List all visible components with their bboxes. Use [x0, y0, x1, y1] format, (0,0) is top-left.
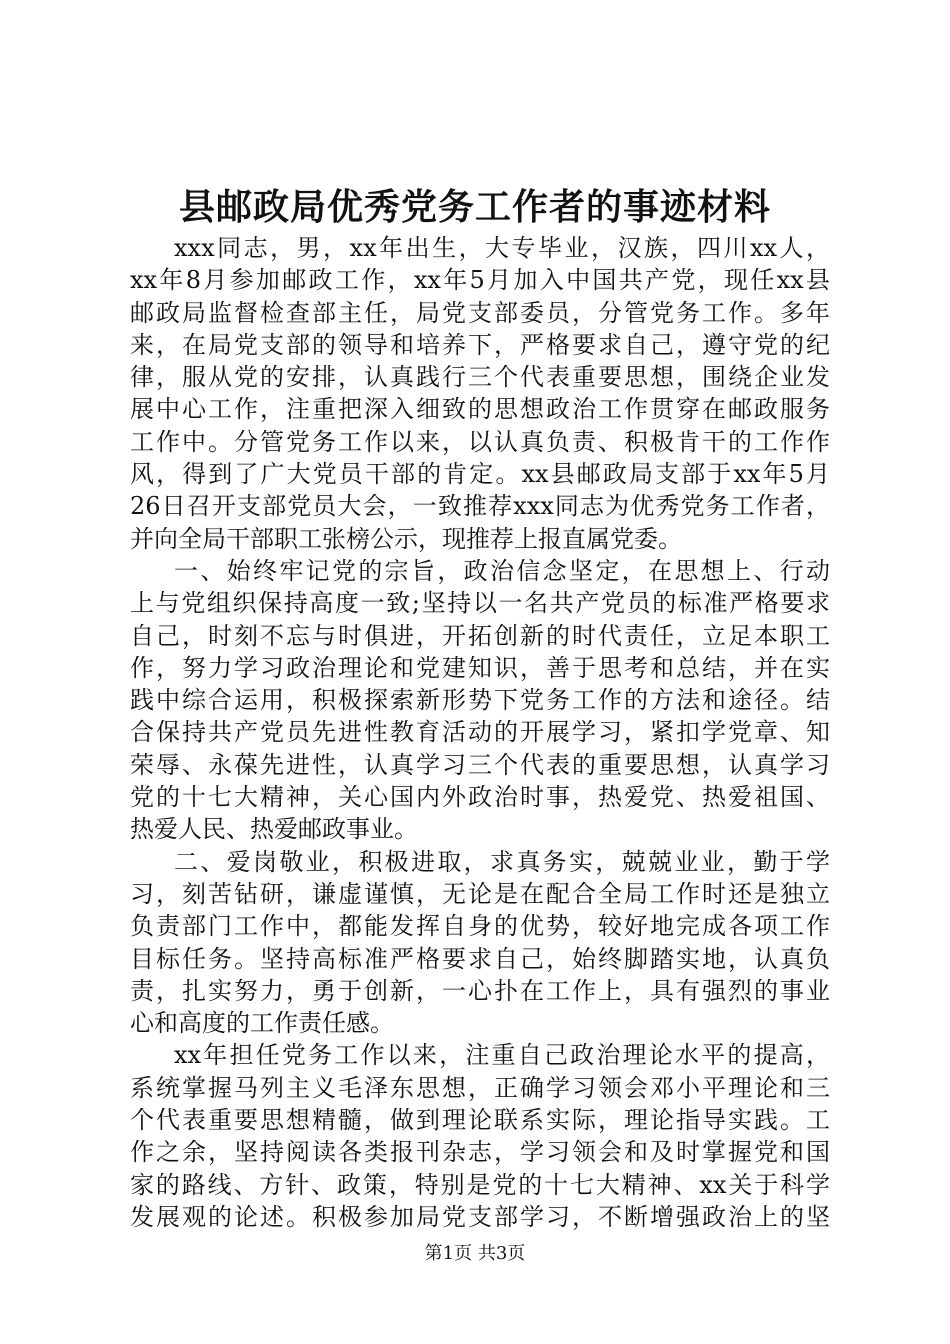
text-line: 系统掌握马列主义毛泽东思想，正确学习领会邓小平理论和三 [130, 1073, 830, 1102]
text-line: 工作中。分管党务工作以来，以认真负责、积极肯干的工作作 [130, 427, 830, 456]
text-line: 个代表重要思想精髓，做到理论联系实际，理论指导实践。工 [130, 1106, 830, 1135]
text-line: 作，努力学习政治理论和党建知识，善于思考和总结，并在实 [130, 653, 830, 682]
text-line: 作之余，坚持阅读各类报刊杂志，学习领会和及时掌握党和国 [130, 1138, 830, 1167]
document-body [130, 232, 830, 1233]
text-line: 26日召开支部党员大会，一致推荐xxx同志为优秀党务工作者， [130, 492, 830, 521]
text-line: 发展观的论述。积极参加局党支部学习，不断增强政治上的坚 [130, 1202, 830, 1231]
text-line: 荣辱、永葆先进性，认真学习三个代表的重要思想，认真学习 [130, 750, 830, 779]
text-line: 来，在局党支部的领导和培养下，严格要求自己，遵守党的纪 [130, 330, 830, 359]
text-line: 律，服从党的安排，认真践行三个代表重要思想，围绕企业发 [130, 363, 830, 392]
page-number: 第1页 共3页 [424, 1243, 526, 1264]
text-line: 责，扎实努力，勇于创新，一心扑在工作上，具有强烈的事业 [130, 976, 830, 1005]
text-line: 家的路线、方针、政策，特别是党的十七大精神、xx关于科学 [130, 1170, 830, 1199]
text-line: 目标任务。坚持高标准严格要求自己，始终脚踏实地，认真负 [130, 944, 830, 973]
text-line: 负责部门工作中，都能发挥自身的优势，较好地完成各项工作 [130, 912, 830, 941]
text-line: 自己，时刻不忘与时俱进，开拓创新的时代责任，立足本职工 [130, 621, 830, 650]
text-line: 邮政局监督检查部主任，局党支部委员，分管党务工作。多年 [130, 298, 830, 327]
text-line: xxx同志，男，xx年出生，大专毕业，汉族，四川xx人， [174, 234, 830, 262]
text-line: 习，刻苦钻研，谦虚谨慎，无论是在配合全局工作时还是独立 [130, 879, 830, 908]
text-line: 党的十七大精神，关心国内外政治时事，热爱党、热爱祖国、 [130, 783, 830, 812]
text-line: 并向全局干部职工张榜公示，现推荐上报直属党委。 [130, 524, 682, 553]
text-line: 一、始终牢记党的宗旨，政治信念坚定，在思想上、行动 [174, 556, 830, 585]
text-line: xx年担任党务工作以来，注重自己政治理论水平的提高， [174, 1041, 830, 1070]
text-line: 心和高度的工作责任感。 [130, 1009, 394, 1038]
text-line: 二、爱岗敬业，积极进取，求真务实，兢兢业业，勤于学 [174, 847, 830, 876]
text-line: 践中综合运用，积极探索新形势下党务工作的方法和途径。结 [130, 686, 830, 715]
text-line: 合保持共产党员先进性教育活动的开展学习，紧扣学党章、知 [130, 718, 830, 747]
text-line: 上与党组织保持高度一致;坚持以一名共产党员的标准严格要求 [130, 589, 830, 618]
document-title: 县邮政局优秀党务工作者的事迹材料 [178, 186, 771, 228]
text-line: 展中心工作，注重把深入细致的思想政治工作贯穿在邮政服务 [130, 395, 830, 424]
text-line: xx年8月参加邮政工作，xx年5月加入中国共产党，现任xx县 [130, 266, 830, 295]
text-line: 热爱人民、热爱邮政事业。 [130, 815, 418, 844]
text-line: 风，得到了广大党员干部的肯定。xx县邮政局支部于xx年5月 [130, 460, 830, 489]
